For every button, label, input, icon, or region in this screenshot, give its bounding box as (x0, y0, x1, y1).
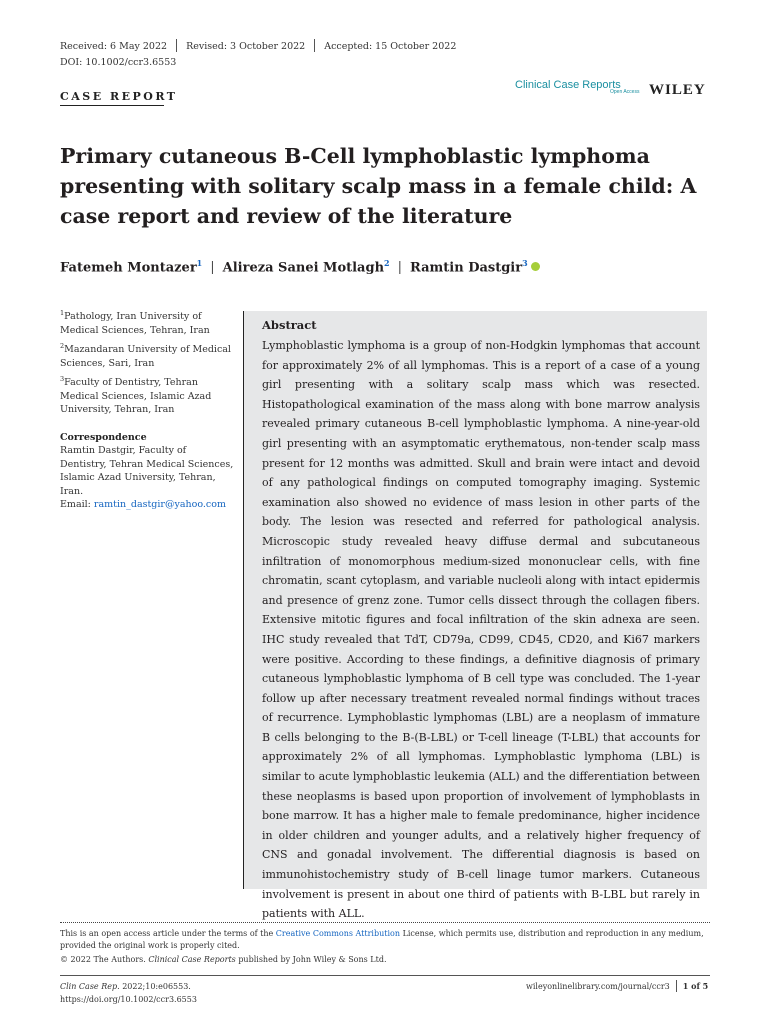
author-affiliation-ref[interactable]: 2 (384, 258, 390, 268)
author-name[interactable]: Alireza Sanei Motlagh (222, 260, 385, 276)
abstract-rule (243, 311, 244, 889)
journal-logo[interactable] (515, 79, 640, 95)
license-text: This is an open access article under the terms of the (60, 929, 274, 938)
citation-url[interactable]: https://doi.org/10.1002/ccr3.6553 (60, 995, 197, 1004)
publisher-logo[interactable]: WILEY (649, 82, 706, 98)
citation-line (60, 980, 197, 993)
affiliations-column (60, 307, 235, 512)
copyright-text: published by John Wiley & Sons Ltd. (238, 955, 387, 964)
email-label: Email: (60, 499, 91, 511)
footer-separator (676, 980, 677, 992)
copyright-text: © 2022 The Authors. (60, 955, 146, 964)
received-date: Received: 6 May 2022 (60, 41, 168, 52)
author-separator: | (397, 260, 402, 276)
copyright-journal: Clinical Case Reports (148, 955, 236, 964)
license-link[interactable]: Creative Commons Attribution (275, 929, 401, 938)
citation-journal: Clin Case Rep. (60, 982, 120, 991)
citation (60, 980, 197, 1006)
affiliation-text: Pathology, Iran University of Medical Sciences, Tehran, Iran (60, 311, 210, 336)
affiliation-number: 1 (60, 309, 65, 317)
affiliation-text: Mazandaran University of Medical Sciences, Sari, Iran (60, 344, 231, 369)
license-text: License, which permits use, distribution and reproduction in any medium, provided the original work is properly cited. (60, 929, 704, 950)
correspondence-email (60, 498, 235, 512)
affiliation-text: Faculty of Dentistry, Tehran Medical Sciences, Islamic Azad University, Tehran, Iran (60, 377, 212, 416)
correspondence-text: Ramtin Dastgir, Faculty of Dentistry, Tehran Medical Sciences, Islamic Azad University, Tehran, Iran. (60, 445, 234, 497)
license-notice (60, 928, 710, 966)
abstract-heading: Abstract (262, 318, 317, 332)
journal-name: Clinical Case Reports (515, 79, 621, 91)
date-separator (176, 39, 177, 52)
author-affiliation-ref[interactable]: 3 (522, 258, 528, 268)
affiliation (60, 307, 235, 337)
correspondence-heading: Correspondence (60, 431, 147, 443)
author-name[interactable]: Fatemeh Montazer (60, 260, 197, 276)
article-type-rule (60, 105, 164, 106)
article-dates (60, 39, 456, 52)
license-line (60, 928, 710, 952)
footer-right (526, 980, 708, 992)
page-number: 1 of 5 (682, 981, 709, 991)
affiliation-number: 2 (60, 342, 65, 351)
open-access-label: Open Access (610, 89, 640, 95)
footer-divider (60, 922, 710, 923)
affiliation-number: 3 (60, 375, 65, 384)
abstract-text: Lymphoblastic lymphoma is a group of non-Hodgkin lymphomas that account for approximately 2% of all lymphomas. This is a report of a case of a young girl presenting with a solitary scalp mass which was resected. Histopathological examination of the mass along with bone marrow analysis revealed primary cutaneous B-cell lymphoblastic lymphoma. A nine-year-old girl presenting with an asymptomatic erythematous, non-tender scalp mass present for 12 months was admitted. Skull and brain were intact and devoid of any pathological findings on computed tomography imaging. Systemic examination also showed no evidence of mass lesion in other parts of the body. The lesion was resected and referred for pathological analysis. Microscopic study revealed heavy diffuse dermal and subcutaneous infiltration of monomorphous medium-sized mononuclear cells, with fine chromatin, scant cytoplasm, and variable nucleoli along with intact epidermis and presence of grenz zone. Tumor cells dissect through the collagen fibers. Extensive mitotic figures and focal infiltration of the skin adnexa are seen. IHC study revealed that TdT, CD79a, CD99, CD45, CD20, and Ki67 markers were positive. According to these findings, a definitive diagnosis of primary cutaneous lymphoblastic lymphoma of B cell type was concluded. The 1-year follow up after necessary treatment revealed normal findings without traces of recurrence. Lymphoblastic lymphomas (LBL) are a neoplasm of immature B cells belonging to the B-(B-LBL) or T-cell lineage (T-LBL) that accounts for approximately 2% of all lymphomas. Lymphoblastic lymphoma (LBL) is similar to acute lymphoblastic leukemia (ALL) and the differentiation between these neoplasms is based upon proportion of involvement of lymphoblasts in bone marrow. It has a higher male to female predominance, higher incidence in older children and younger adults, and a relatively higher frequency of CNS and gonadal involvement. The differential diagnosis is based on immunohistochemistry study of B-cell linage tumor markers. Cutaneous involvement is present in about one third of patients with B-LBL but rarely in patients with ALL. (262, 339, 700, 921)
revised-date: Revised: 3 October 2022 (186, 41, 306, 52)
author-list (60, 258, 540, 275)
copyright-line (60, 954, 710, 966)
footer-rule (60, 975, 710, 976)
journal-site-link[interactable]: wileyonlinelibrary.com/journal/ccr3 (526, 982, 670, 991)
author-affiliation-ref[interactable]: 1 (196, 258, 203, 268)
affiliation (60, 340, 235, 370)
article-type: CASE REPORT (60, 90, 178, 103)
author-separator: | (210, 260, 215, 276)
date-separator (314, 39, 315, 52)
citation-detail: 2022;10:e06553. (122, 982, 191, 991)
accepted-date: Accepted: 15 October 2022 (324, 41, 457, 52)
author-name[interactable]: Ramtin Dastgir (410, 260, 523, 276)
article-title: Primary cutaneous B-Cell lymphoblastic lymphoma presenting with solitary scalp mass in a female child: A case report and review of the literature (60, 144, 697, 228)
orcid-icon[interactable] (531, 262, 540, 271)
affiliation (60, 373, 235, 417)
doi: DOI: 10.1002/ccr3.6553 (60, 57, 177, 68)
email-link[interactable]: ramtin_dastgir@yahoo.com (93, 499, 226, 511)
